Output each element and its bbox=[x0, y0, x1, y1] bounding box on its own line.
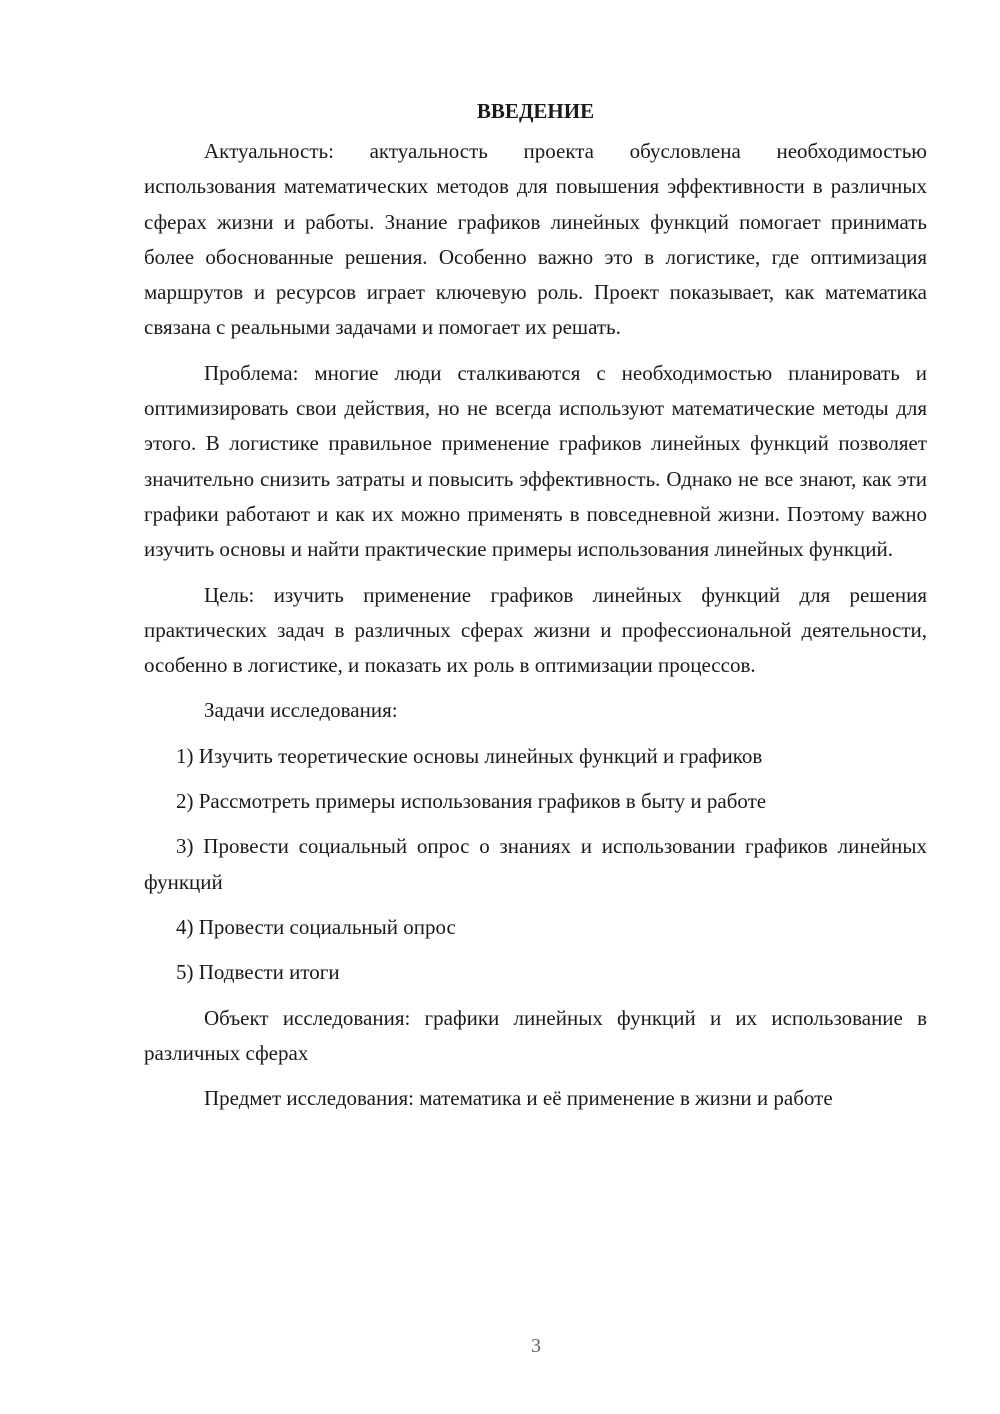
task-item-1: 1) Изучить теоретические основы линейных функций и графиков bbox=[176, 743, 763, 768]
task-item-2: 2) Рассмотреть примеры использования графиков в быту и работе bbox=[176, 789, 767, 814]
tasks-heading: Задачи исследования: bbox=[204, 698, 398, 723]
task-item-5: 5) Подвести итоги bbox=[176, 960, 340, 985]
task-item-4: 4) Провести социальный опрос bbox=[176, 914, 456, 939]
document-page bbox=[144, 96, 927, 1126]
page-title: ВВЕДЕНИЕ bbox=[476, 99, 595, 123]
task-item-3: 3) Провести социальный опрос о знаниях и использовании графиков линейных функций bbox=[144, 834, 927, 894]
page-number: 3 bbox=[531, 1335, 541, 1357]
goal-paragraph: Цель: изучить применение графиков линейных функций для решения практических задач в различных сферах жизни и профессиональной деятельности, особенно в логистике, и показать их роль в оптимизации процессов. bbox=[144, 582, 927, 678]
problem-paragraph: Проблема: многие люди сталкиваются с необходимостью планировать и оптимизировать свои действия, но не всегда используют математические методы для этого. В логистике правильное применение графиков линейных функций позволяет значительно снизить затраты и повысить эффективность. Однако не все знают, как эти графики работают и как их можно применять в повседневной жизни. Поэтому важно изучить основы и найти практические примеры использования линейных функций. bbox=[144, 360, 927, 562]
subject-paragraph: Предмет исследования: математика и её применение в жизни и работе bbox=[204, 1086, 833, 1111]
relevance-paragraph: Актуальность: актуальность проекта обусловлена необходимостью использования математических методов для повышения эффективности в различных сферах жизни и работы. Знание графиков линейных функций помогает принимать более обоснованные решения. Особенно важно это в логистике, где оптимизация маршрутов и ресурсов играет ключевую роль. Проект показывает, как математика связана с реальными задачами и помогает их решать. bbox=[144, 139, 927, 340]
object-paragraph: Объект исследования: графики линейных функций и их использование в различных сферах bbox=[144, 1005, 927, 1065]
